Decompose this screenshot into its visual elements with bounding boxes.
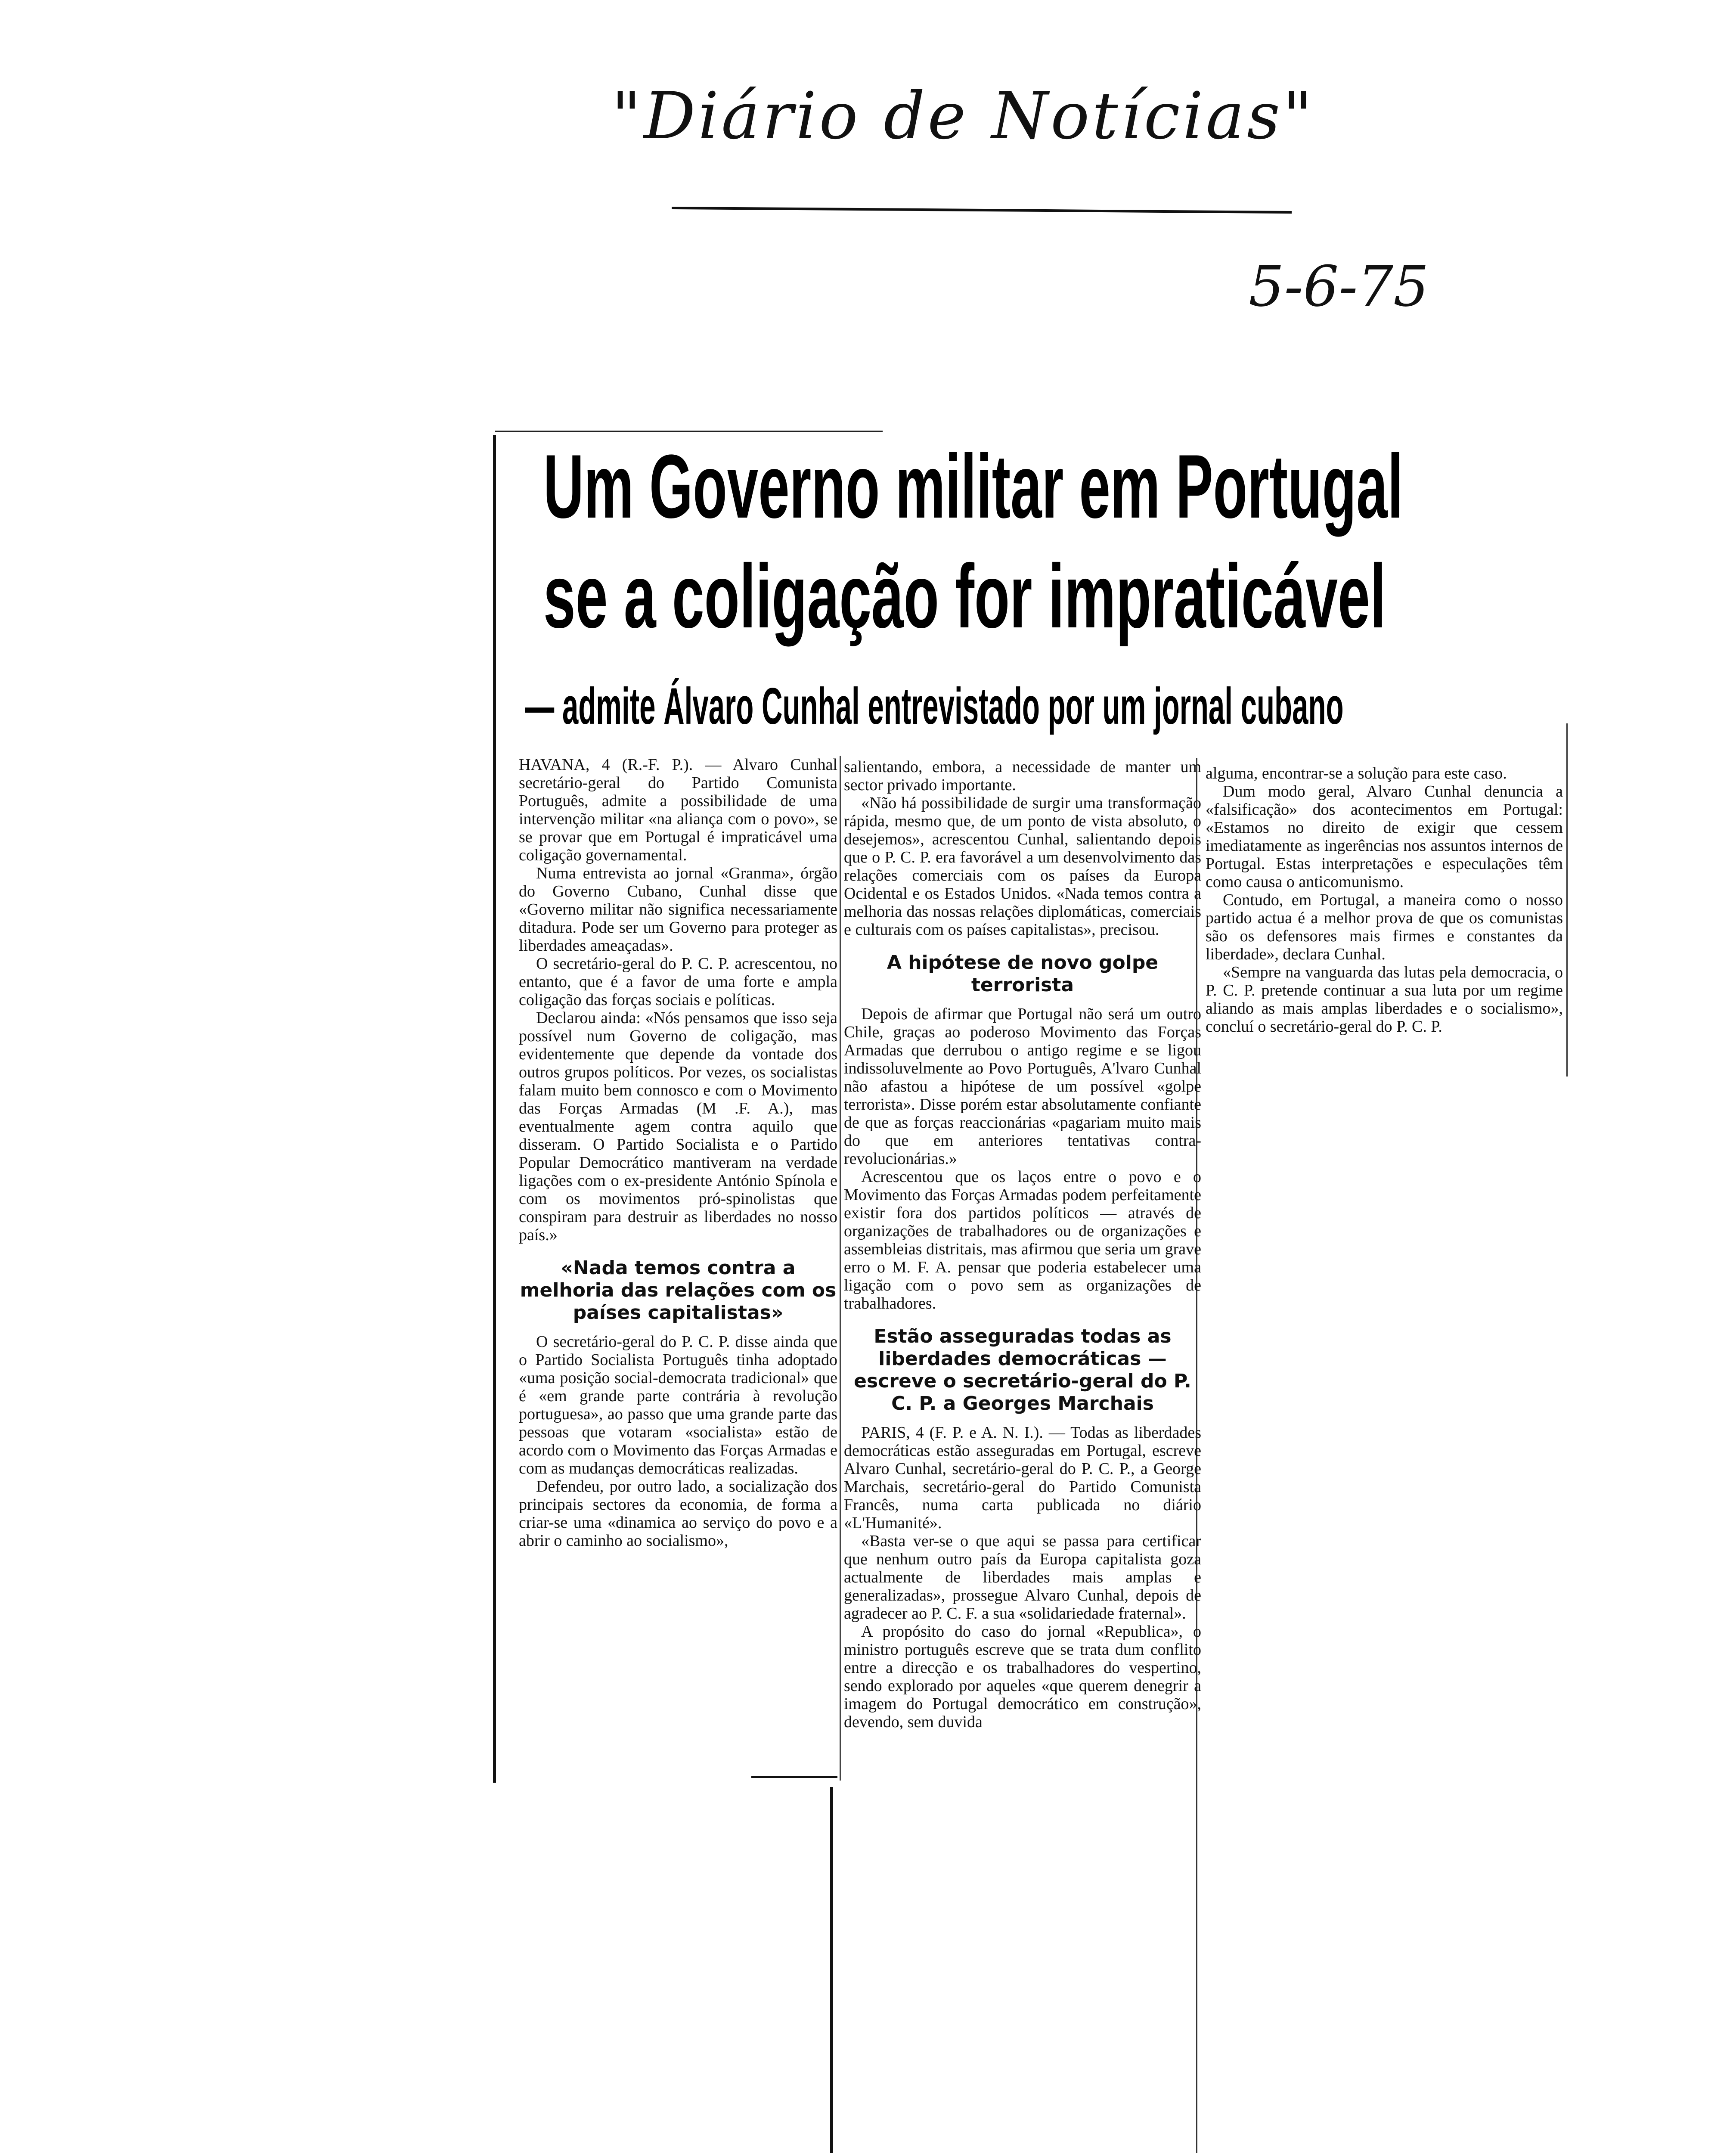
- paragraph: A propósito do caso do jornal «Republica», o ministro português escreve que se trata dum conflito entre a direcção e os trabalhadores do vespertino, sendo explorado por aqueles «que querem denegrir a imagem do Portugal democrático em construção», devendo, sem duvida: [844, 1623, 1201, 1731]
- paragraph: PARIS, 4 (F. P. e A. N. I.). — Todas as liberdades democráticas estão asseguradas em Portugal, escreve Alvaro Cunhal, secretário-geral do P. C. P., a George Marchais, secretário-geral do Partido Comunista Francês, numa carta publicada no diário «L'Humanité».: [844, 1424, 1201, 1532]
- paragraph: salientando, embora, a necessidade de manter um sector privado importante.: [844, 758, 1201, 794]
- clipping-top-edge: [495, 431, 883, 432]
- crosshead-relations: «Nada temos contra a melhoria das relações com os países capitalistas»: [520, 1257, 837, 1324]
- crosshead-liberties: Estão asseguradas todas as liberdades democráticas — escreve o secretário-geral do P. C. P. a Georges Marchais: [854, 1325, 1191, 1415]
- paragraph: O secretário-geral do P. C. P. disse ainda que o Partido Socialista Português tinha adoptado «uma posição social-democrata tradicional» que é «em grande parte contrária à revolução portuguesa», ao passo que uma grande parte das pessoas que votaram «socialista» estão de acordo com o Movimento das Forças Armadas e com as mudanças democráticas realizadas.: [519, 1333, 837, 1477]
- clipping-left-edge: [493, 435, 496, 1783]
- clipping-cut-edge: [830, 1787, 833, 2153]
- paragraph: «Não há possibilidade de surgir uma transformação rápida, mesmo que, de um ponto de vista absoluto, o desejemos», acrescentou Cunhal, salientando depois que o P. C. P. era favorável a um desenvolvimento das relações comerciais com os países da Europa Ocidental e os Estados Unidos. «Nada temos contra a melhoria das nossas relações diplomáticas, comerciais e culturais com os países capitalistas», precisou.: [844, 794, 1201, 939]
- handwritten-newspaper-name: "Diário de Notícias": [611, 79, 1315, 154]
- handwritten-date: 5-6-75: [1249, 254, 1429, 319]
- headline-line-2: se a coligação for impraticável: [543, 546, 1386, 647]
- paragraph: Contudo, em Portugal, a maneira como o nosso partido actua é a melhor prova de que os comunistas são os defensores mais firmes e constantes da liberdade», declara Cunhal.: [1206, 891, 1563, 963]
- article-column-2: [844, 758, 1201, 1731]
- paragraph: Dum modo geral, Alvaro Cunhal denuncia a «falsificação» dos acontecimentos em Portugal: «Estamos no direito de exigir que cessem imediatamente as ingerências nos assuntos internos de Portugal. Estas interpretações e especulações têm como causa o anticomunismo.: [1206, 782, 1563, 891]
- paragraph: alguma, encontrar-se a solução para este caso.: [1206, 764, 1507, 782]
- article-column-1: [519, 756, 837, 1550]
- subheadline: — admite Álvaro Cunhal entrevistado por um jornal cubano: [525, 677, 1344, 735]
- headline-line-1: Um Governo militar em Portugal: [543, 436, 1403, 537]
- paragraph: «Sempre na vanguarda das lutas pela democracia, o P. C. P. pretende continuar a sua luta por um regime aliando as mais amplas liberdades e o socialismo», concluí o secretário-geral do P. C. P.: [1206, 963, 1563, 1036]
- handwritten-underline: [672, 207, 1292, 214]
- clipping-cut-connector: [751, 1776, 837, 1778]
- paragraph: Numa entrevista ao jornal «Granma», órgão do Governo Cubano, Cunhal disse que «Governo militar não significa necessariamente ditadura. Pode ser um Governo para proteger as liberdades ameaçadas».: [519, 864, 837, 955]
- paragraph: Defendeu, por outro lado, a socialização dos principais sectores da economia, de forma a criar-se uma «dinamica ao serviço do povo e a abrir o caminho ao socialismo»,: [519, 1477, 837, 1550]
- article-column-3: [1206, 764, 1563, 1036]
- paragraph: Depois de afirmar que Portugal não será um outro Chile, graças ao poderoso Movimento das Forças Armadas que derrubou o antigo regime e se ligou indissoluvelmente ao Povo Português, A'lvaro Cunhal não afastou a hipótese de um possível «golpe terrorista». Disse porém estar absolutamente confiante de que as forças reaccionárias «pagariam muito mais do que em anteriores tentativas contra-revolucionárias.»: [844, 1005, 1201, 1168]
- paragraph: HAVANA, 4 (R.-F. P.). — Alvaro Cunhal secretário-geral do Partido Comunista Português, admite a possibilidade de uma intervenção militar «na aliança com o povo», se se provar que em Portugal é impraticável uma coligação governamental.: [519, 756, 837, 864]
- paragraph: Declarou ainda: «Nós pensamos que isso seja possível num Governo de coligação, mas evidentemente que depende da vontade dos outros grupos políticos. Por vezes, os socialistas falam muito bem connosco e com o Movimento das Forças Armadas (M .F. A.), mas eventualmente agem contra aquilo que disseram. O Partido Socialista e o Partido Popular Democrático mantiveram na verdade ligações com o ex-presidente António Spínola e com os movimentos pró-spinolistas que conspiram para destruir as liberdades no nosso país.»: [519, 1009, 837, 1244]
- paragraph: Acrescentou que os laços entre o povo e o Movimento das Forças Armadas podem perfeitamente existir fora dos partidos políticos — através de organizações de trabalhadores ou de organizações e assembleias distritais, mas afirmou que seria um grave erro o M. F. A. pensar que poderia estabelecer uma ligação com o povo sem as organizações de trabalhadores.: [844, 1168, 1201, 1312]
- paragraph: O secretário-geral do P. C. P. acrescentou, no entanto, que é a favor de uma forte e ampla coligação das forças sociais e políticas.: [519, 955, 837, 1009]
- column-divider-1: [840, 756, 841, 1781]
- paragraph: «Basta ver-se o que aqui se passa para certificar que nenhum outro país da Europa capitalista goza actualmente de liberdades mais amplas e generalizadas», prossegue Alvaro Cunhal, depois de agradecer ao P. C. F. a sua «solidariedade fraternal».: [844, 1532, 1201, 1623]
- crosshead-coup: A hipótese de novo golpe terrorista: [887, 952, 1159, 996]
- clipping-right-edge: [1566, 723, 1568, 1076]
